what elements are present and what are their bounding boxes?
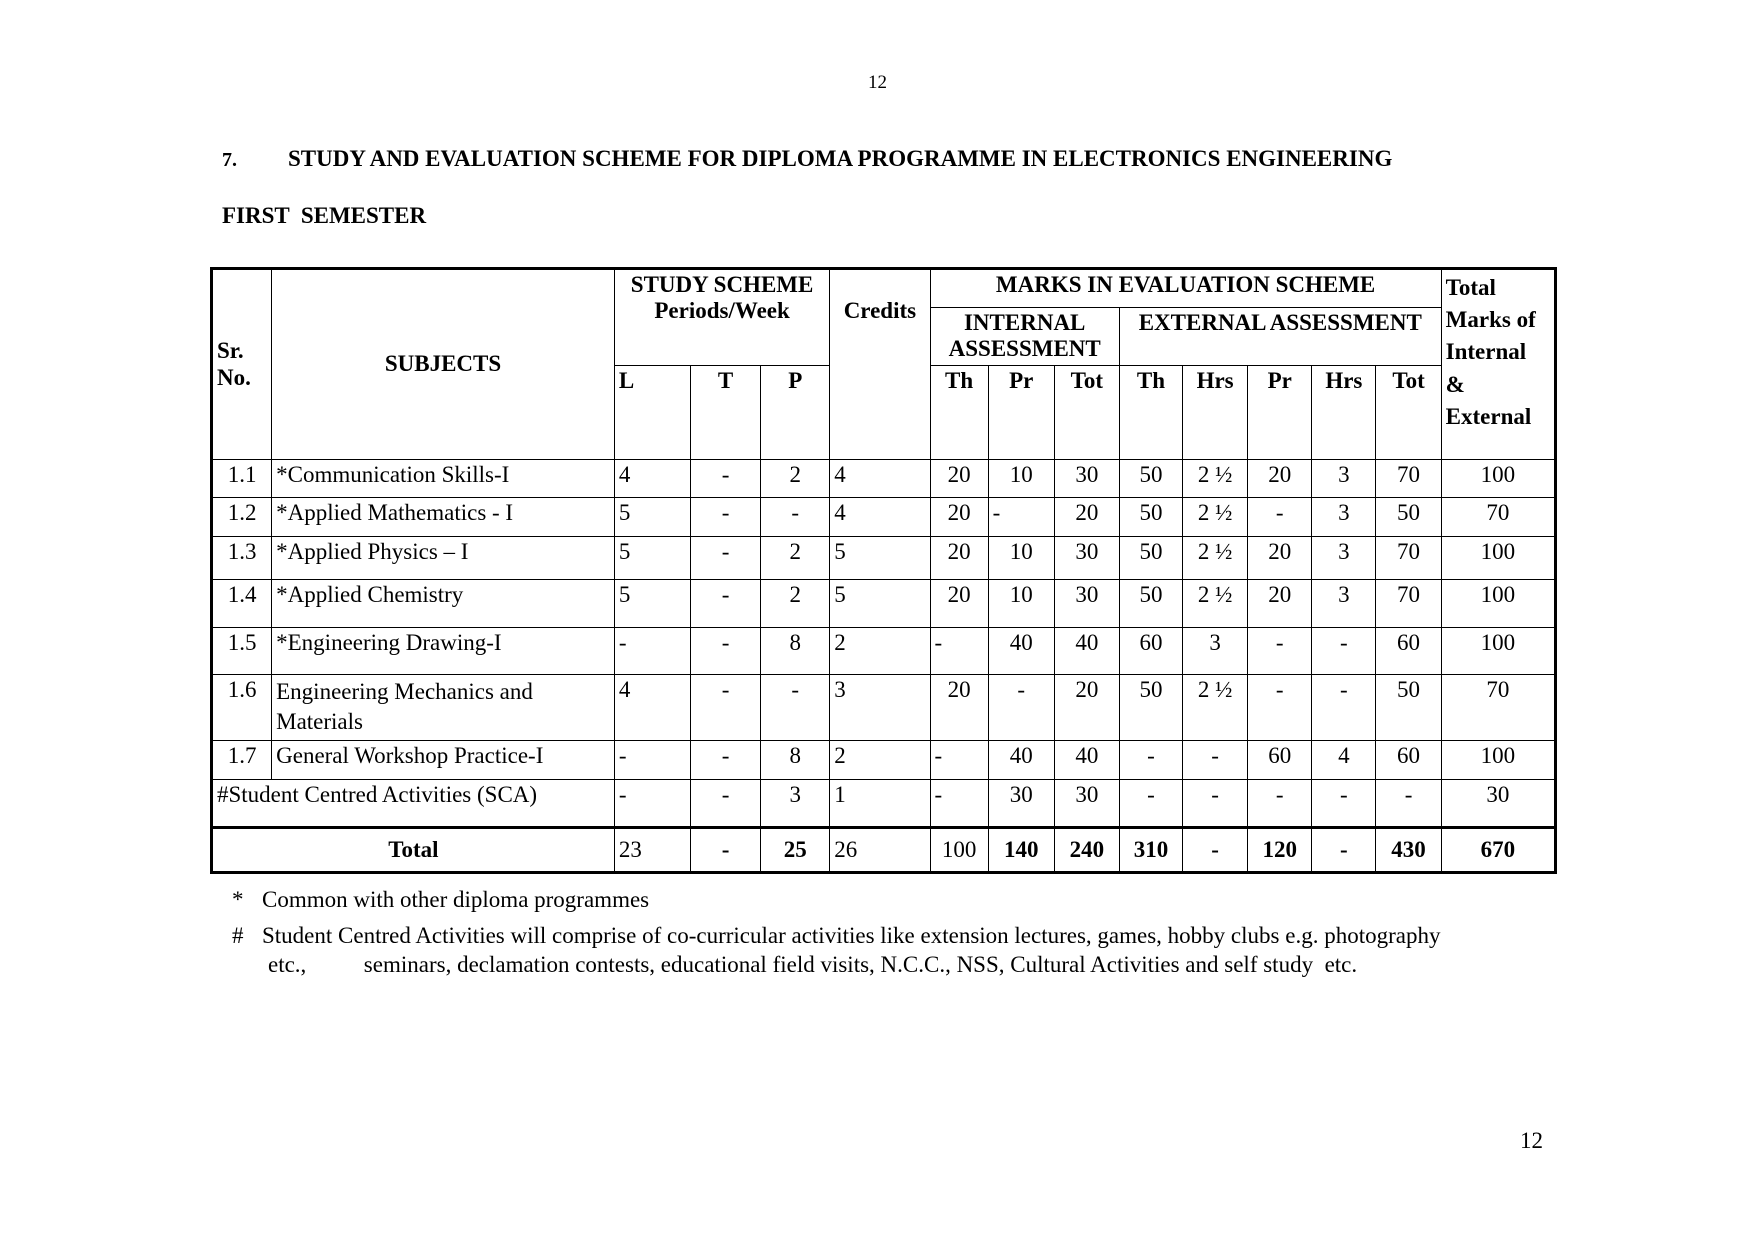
cell-ext-th: 50 (1119, 498, 1182, 537)
cell-t: - (691, 460, 761, 498)
cell-p: 3 (761, 780, 830, 828)
cell-ext-th: 50 (1119, 537, 1182, 580)
cell-ext-tot: 70 (1376, 537, 1441, 580)
table-row (212, 580, 1556, 628)
cell-l: 5 (614, 580, 690, 628)
total-p: 25 (761, 828, 830, 873)
cell-int-tot: 30 (1054, 460, 1119, 498)
cell-subject: *Engineering Drawing-I (272, 628, 615, 675)
cell-ext-hrs: 3 (1183, 628, 1248, 675)
cell-int-pr: 10 (988, 580, 1054, 628)
cell-int-pr: 40 (988, 741, 1054, 780)
cell-ext-hrs: 3 (1312, 498, 1376, 537)
cell-int-pr: 10 (988, 537, 1054, 580)
header-marks-evaluation: MARKS IN EVALUATION SCHEME (930, 269, 1441, 308)
cell-ext-pr: - (1248, 780, 1312, 828)
header-l: L (614, 366, 690, 460)
header-total-marks: Total Marks of Internal & External (1441, 269, 1555, 460)
cell-credits: 1 (830, 780, 930, 828)
cell-p: - (761, 498, 830, 537)
section-number: 7. (222, 149, 237, 171)
cell-ext-tot: 50 (1376, 675, 1441, 741)
header-study-scheme: STUDY SCHEME Periods/Week (614, 269, 829, 366)
header-ext-pr: Pr (1248, 366, 1312, 460)
cell-ext-hrs: 2 ½ (1183, 498, 1248, 537)
cell-credits: 2 (830, 628, 930, 675)
cell-int-tot: 30 (1054, 537, 1119, 580)
cell-sr: 1.2 (212, 498, 272, 537)
cell-int-pr: 10 (988, 460, 1054, 498)
total-l: 23 (614, 828, 690, 873)
cell-ext-hrs: 2 ½ (1183, 675, 1248, 741)
cell-l: - (614, 780, 690, 828)
header-credits: Credits (830, 269, 930, 460)
cell-ext-th: 50 (1119, 460, 1182, 498)
cell-ext-pr: 20 (1248, 537, 1312, 580)
cell-int-pr: - (988, 675, 1054, 741)
table-row (212, 675, 1556, 741)
cell-ext-hrs: 2 ½ (1183, 460, 1248, 498)
cell-ext-pr: 60 (1248, 741, 1312, 780)
cell-int-th: 20 (930, 675, 988, 741)
cell-subject: *Communication Skills-I (272, 460, 615, 498)
page-number-bottom: 12 (1520, 1128, 1543, 1153)
footnote-text: Common with other diploma programmes (262, 887, 650, 912)
total-int-th: 100 (930, 828, 988, 873)
cell-ext-th: 50 (1119, 580, 1182, 628)
cell-int-th: 20 (930, 460, 988, 498)
total-ext-hrs: - (1183, 828, 1248, 873)
section-heading (222, 146, 1392, 172)
cell-l: 5 (614, 498, 690, 537)
total-int-pr: 140 (988, 828, 1054, 873)
cell-subject: General Workshop Practice-I (272, 741, 615, 780)
cell-ext-tot: 70 (1376, 460, 1441, 498)
cell-ext-th: - (1119, 780, 1182, 828)
cell-t: - (691, 675, 761, 741)
cell-ext-th: 60 (1119, 628, 1182, 675)
cell-credits: 4 (830, 460, 930, 498)
cell-ext-hrs: - (1312, 780, 1376, 828)
total-credits: 26 (830, 828, 930, 873)
cell-subject: *Applied Chemistry (272, 580, 615, 628)
footnote-common (232, 886, 1562, 914)
cell-credits: 5 (830, 580, 930, 628)
cell-credits: 5 (830, 537, 930, 580)
total-ext-tot: 430 (1376, 828, 1441, 873)
total-label: Total (212, 828, 615, 873)
header-int-tot: Tot (1054, 366, 1119, 460)
header-int-pr: Pr (988, 366, 1054, 460)
cell-ext-hrs: 3 (1312, 460, 1376, 498)
cell-sr: 1.7 (212, 741, 272, 780)
cell-ext-tot: 60 (1376, 741, 1441, 780)
cell-ext-tot: 50 (1376, 498, 1441, 537)
footnotes (232, 886, 1562, 979)
cell-p: 8 (761, 628, 830, 675)
table-row (212, 460, 1556, 498)
cell-ext-hrs: - (1183, 741, 1248, 780)
cell-credits: 3 (830, 675, 930, 741)
footnote-continuation: etc., seminars, declamation contests, educational field visits, N.C.C., NSS, Cultural Activities and self study etc. (268, 951, 1358, 977)
cell-sr: 1.1 (212, 460, 272, 498)
cell-ext-tot: 70 (1376, 580, 1441, 628)
table-row (212, 537, 1556, 580)
cell-ext-tot: - (1376, 780, 1441, 828)
cell-int-pr: - (988, 498, 1054, 537)
header-ext-th: Th (1119, 366, 1182, 460)
cell-p: - (761, 675, 830, 741)
header-ext-tot: Tot (1376, 366, 1441, 460)
cell-int-tot: 20 (1054, 498, 1119, 537)
sca-row (212, 780, 1556, 828)
cell-t: - (691, 741, 761, 780)
page-number-top: 12 (868, 72, 887, 93)
table-row (212, 498, 1556, 537)
cell-int-th: - (930, 780, 988, 828)
table-row (212, 628, 1556, 675)
cell-total: 30 (1441, 780, 1555, 828)
cell-total: 100 (1441, 580, 1555, 628)
cell-l: - (614, 628, 690, 675)
semester-heading: FIRST SEMESTER (222, 203, 427, 228)
cell-ext-th: - (1119, 741, 1182, 780)
table-row (212, 741, 1556, 780)
total-int-tot: 240 (1054, 828, 1119, 873)
footnote-sca (232, 922, 1562, 950)
header-ext-hrs: Hrs (1183, 366, 1248, 460)
cell-t: - (691, 580, 761, 628)
cell-subject: Engineering Mechanics and Materials (272, 675, 615, 741)
cell-total: 100 (1441, 537, 1555, 580)
cell-t: - (691, 498, 761, 537)
header-t: T (691, 366, 761, 460)
total-ext-th: 310 (1119, 828, 1182, 873)
cell-int-tot: 30 (1054, 580, 1119, 628)
cell-ext-hrs: - (1312, 628, 1376, 675)
total-grand: 670 (1441, 828, 1555, 873)
cell-p: 2 (761, 537, 830, 580)
cell-ext-hrs: 2 ½ (1183, 580, 1248, 628)
cell-credits: 2 (830, 741, 930, 780)
header-external-assessment: EXTERNAL ASSESSMENT (1119, 308, 1441, 366)
cell-ext-pr: 20 (1248, 580, 1312, 628)
cell-subject: *Applied Physics – I (272, 537, 615, 580)
cell-ext-hrs: - (1183, 780, 1248, 828)
cell-ext-hrs: 3 (1312, 537, 1376, 580)
cell-int-tot: 20 (1054, 675, 1119, 741)
cell-int-th: 20 (930, 537, 988, 580)
cell-sr: 1.6 (212, 675, 272, 741)
cell-total: 100 (1441, 628, 1555, 675)
cell-ext-hrs: 2 ½ (1183, 537, 1248, 580)
cell-ext-hrs: 3 (1312, 580, 1376, 628)
cell-int-th: - (930, 628, 988, 675)
cell-total: 70 (1441, 498, 1555, 537)
cell-ext-pr: - (1248, 498, 1312, 537)
header-sr-no: Sr. No. (212, 269, 272, 460)
cell-credits: 4 (830, 498, 930, 537)
cell-ext-tot: 60 (1376, 628, 1441, 675)
cell-p: 2 (761, 460, 830, 498)
cell-l: 4 (614, 460, 690, 498)
cell-ext-hrs: 4 (1312, 741, 1376, 780)
cell-t: - (691, 780, 761, 828)
cell-subject: #Student Centred Activities (SCA) (212, 780, 615, 828)
cell-ext-pr: - (1248, 628, 1312, 675)
cell-int-pr: 40 (988, 628, 1054, 675)
evaluation-scheme-table (210, 267, 1557, 874)
cell-sr: 1.3 (212, 537, 272, 580)
cell-p: 2 (761, 580, 830, 628)
total-ext-hrs: - (1312, 828, 1376, 873)
cell-subject: *Applied Mathematics - I (272, 498, 615, 537)
cell-sr: 1.4 (212, 580, 272, 628)
section-title: STUDY AND EVALUATION SCHEME FOR DIPLOMA PROGRAMME IN ELECTRONICS ENGINEERING (288, 146, 1393, 171)
cell-int-th: 20 (930, 580, 988, 628)
header-int-th: Th (930, 366, 988, 460)
cell-total: 100 (1441, 460, 1555, 498)
cell-ext-hrs: - (1312, 675, 1376, 741)
cell-t: - (691, 628, 761, 675)
cell-ext-pr: - (1248, 675, 1312, 741)
cell-int-tot: 40 (1054, 628, 1119, 675)
cell-l: 5 (614, 537, 690, 580)
header-p: P (761, 366, 830, 460)
footnote-text: Student Centred Activities will comprise of co-curricular activities like extension lectures, games, hobby clubs e.g. photography (262, 923, 1441, 949)
cell-ext-th: 50 (1119, 675, 1182, 741)
header-subjects: SUBJECTS (272, 269, 615, 460)
total-ext-pr: 120 (1248, 828, 1312, 873)
cell-ext-pr: 20 (1248, 460, 1312, 498)
cell-total: 70 (1441, 675, 1555, 741)
footnote-symbol: * (232, 887, 244, 912)
cell-total: 100 (1441, 741, 1555, 780)
cell-l: 4 (614, 675, 690, 741)
total-t: - (691, 828, 761, 873)
cell-p: 8 (761, 741, 830, 780)
cell-int-th: 20 (930, 498, 988, 537)
header-ext-hrs: Hrs (1312, 366, 1376, 460)
total-row (212, 828, 1556, 873)
cell-sr: 1.5 (212, 628, 272, 675)
footnote-symbol: # (232, 923, 244, 949)
cell-t: - (691, 537, 761, 580)
header-internal-assessment: INTERNAL ASSESSMENT (930, 308, 1119, 366)
cell-int-tot: 30 (1054, 780, 1119, 828)
cell-int-th: - (930, 741, 988, 780)
cell-int-pr: 30 (988, 780, 1054, 828)
cell-int-tot: 40 (1054, 741, 1119, 780)
cell-l: - (614, 741, 690, 780)
